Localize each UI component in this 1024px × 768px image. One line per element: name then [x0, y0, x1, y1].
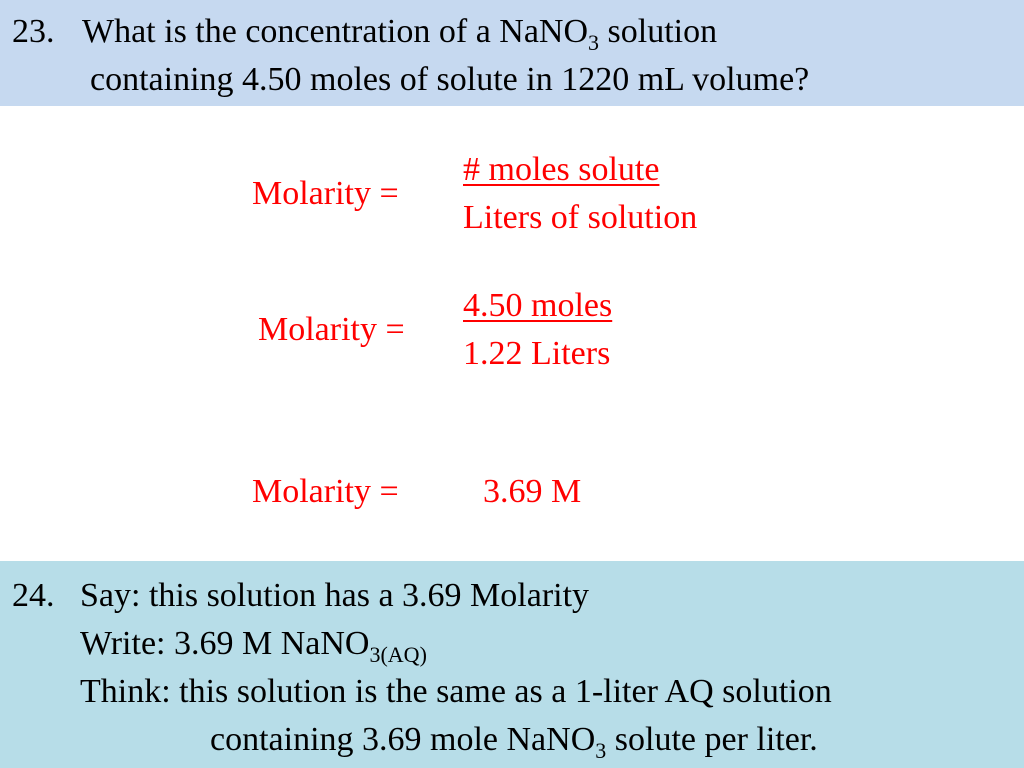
- question-23-line-2: containing 4.50 moles of solute in 1220 mL volume?: [90, 61, 810, 98]
- question-24-continuation-text: containing 3.69 mole NaNO: [210, 721, 596, 758]
- question-24-think: Think: this solution is the same as a 1-liter AQ solution: [80, 673, 832, 710]
- question-24-continuation-subscript: 3: [595, 738, 607, 763]
- result-value: 3.69 M: [483, 473, 582, 510]
- question-23-line-1: [82, 12, 718, 55]
- formula-label: Molarity =: [252, 175, 399, 212]
- question-24-continuation-tail: solute per liter.: [606, 721, 818, 758]
- question-24-write-subscript: 3(AQ): [369, 642, 427, 667]
- question-23-line-1-text: What is the concentration of a NaNO: [82, 13, 589, 50]
- question-23-subscript: 3: [588, 30, 600, 55]
- substitution-numerator: 4.50 moles: [463, 287, 613, 324]
- formula-denominator: Liters of solution: [463, 199, 698, 236]
- substitution-label: Molarity =: [258, 311, 405, 348]
- question-24-write-text: Write: 3.69 M NaNO: [80, 625, 370, 662]
- result-label: Molarity =: [252, 473, 399, 510]
- substitution-denominator: 1.22 Liters: [463, 335, 611, 372]
- formula-numerator: # moles solute: [463, 151, 660, 188]
- question-24-write: [80, 624, 427, 667]
- question-23-number: 23.: [12, 13, 55, 50]
- question-23-line-1-tail: solution: [599, 13, 718, 50]
- question-24-say: Say: this solution has a 3.69 Molarity: [80, 577, 590, 614]
- question-24-number: 24.: [12, 577, 55, 614]
- question-24-continuation: [210, 720, 818, 763]
